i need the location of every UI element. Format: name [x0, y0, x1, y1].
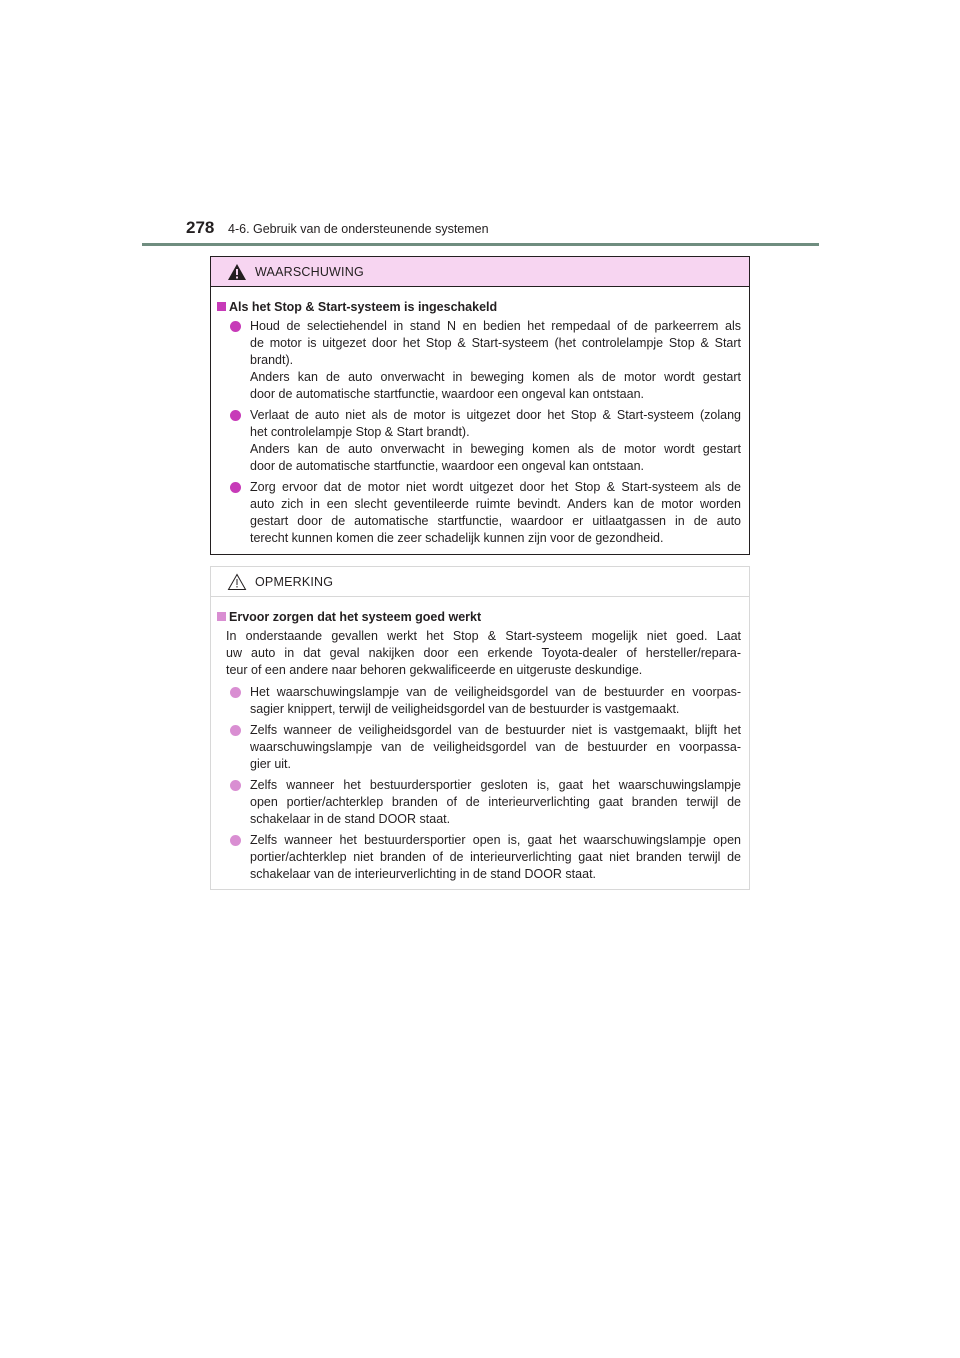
bullet-line: schakelaar in de stand DOOR staat. — [250, 812, 451, 826]
bullet-line: Het waarschuwingslampje van de veiligheidsgordel van de bestuurder en voorpas- — [250, 685, 741, 699]
bullet-line: terecht kunnen komen die zeer schadelijk kunnen zijn voor de gezondheid. — [250, 531, 664, 545]
bullet-line: het controlelampje Stop & Start brandt). — [250, 425, 470, 439]
bullet-line: Zelfs wanneer het bestuurdersportier open is, gaat het waarschuwingslampje open — [250, 833, 741, 847]
note-box-body — [211, 597, 749, 883]
section-title: 4-6. Gebruik van de ondersteunende systemen — [228, 222, 489, 236]
warning-label: WAARSCHUWING — [255, 265, 364, 279]
bullet-line: open portier/achterklep branden of de interieurverlichting gaat branden terwijl de — [250, 795, 741, 809]
bullet-item — [250, 684, 741, 718]
note-box-header — [211, 567, 749, 597]
bullet-item — [250, 722, 741, 773]
note-box — [210, 566, 750, 890]
header-divider — [142, 243, 819, 246]
note-label: OPMERKING — [255, 575, 334, 589]
warning-box-body — [211, 287, 749, 547]
caution-outline-triangle-icon — [227, 573, 247, 591]
note-intro-line: teur of een andere naar behoren gekwalificeerde en uitgeruste deskundige. — [226, 663, 643, 677]
bullet-line: gier uit. — [250, 757, 291, 771]
bullet-line: Houd de selectiehendel in stand N en bedien het rempedaal of de parkeerrem als — [250, 319, 741, 333]
round-bullet-icon — [230, 321, 241, 332]
bullet-item — [250, 479, 741, 547]
warning-bullet-list — [217, 318, 741, 547]
note-bullet-list — [217, 684, 741, 883]
bullet-line: Zorg ervoor dat de motor niet wordt uitgezet door het Stop & Start-systeem als de — [250, 480, 741, 494]
bullet-item — [250, 407, 741, 475]
bullet-line: gestart door de automatische startfunctie, waardoor er uitlaatgassen in de auto — [250, 514, 741, 528]
bullet-line: door de automatische startfunctie, waardoor een ongeval kan ontstaan. — [250, 459, 645, 473]
square-bullet-icon — [217, 302, 226, 311]
square-bullet-icon — [217, 612, 226, 621]
warning-triangle-icon — [227, 263, 247, 281]
round-bullet-icon — [230, 410, 241, 421]
bullet-line: Zelfs wanneer het bestuurdersportier gesloten is, gaat het waarschuwingslampje — [250, 778, 741, 792]
bullet-item — [250, 318, 741, 403]
bullet-line: sagier knippert, terwijl de veiligheidsgordel van de bestuurder is vastgemaakt. — [250, 702, 680, 716]
note-intro-line: uw auto in dat geval nakijken door een erkende Toyota-dealer of hersteller/repara- — [226, 646, 741, 660]
bullet-line: auto zich in een slecht geventileerde ruimte bevindt. Anders kan de motor worden — [250, 497, 741, 511]
warning-subheading-text: Als het Stop & Start-systeem is ingeschakeld — [229, 300, 498, 314]
warning-subheading — [217, 299, 741, 316]
round-bullet-icon — [230, 482, 241, 493]
round-bullet-icon — [230, 725, 241, 736]
page-header — [186, 218, 786, 240]
bullet-line: waarschuwingslampje van de veiligheidsgordel van de bestuurder en voorpassa- — [250, 740, 741, 754]
bullet-line: de motor is uitgezet door het Stop & Start-systeem (het controlelampje Stop & Start — [250, 336, 741, 350]
round-bullet-icon — [230, 835, 241, 846]
note-intro — [226, 628, 741, 679]
round-bullet-icon — [230, 780, 241, 791]
bullet-item — [250, 777, 741, 828]
bullet-line: Verlaat de auto niet als de motor is uitgezet door het Stop & Start-systeem (zolang — [250, 408, 741, 422]
note-subheading — [217, 609, 741, 626]
bullet-line: portier/achterklep niet branden of de interieurverlichting gaat niet branden terwijl de — [250, 850, 741, 864]
bullet-line: door de automatische startfunctie, waardoor een ongeval kan ontstaan. — [250, 387, 645, 401]
note-subheading-text: Ervoor zorgen dat het systeem goed werkt — [229, 610, 482, 624]
warning-box-header — [211, 257, 749, 287]
bullet-line: Anders kan de auto onverwacht in beweging komen als de motor wordt gestart — [250, 442, 741, 456]
bullet-line: schakelaar van de interieurverlichting in de stand DOOR staat. — [250, 867, 597, 881]
bullet-line: brandt). — [250, 353, 294, 367]
bullet-line: Anders kan de auto onverwacht in beweging komen als de motor wordt gestart — [250, 370, 741, 384]
warning-box — [210, 256, 750, 555]
round-bullet-icon — [230, 687, 241, 698]
page-number: 278 — [186, 218, 215, 237]
bullet-line: Zelfs wanneer de veiligheidsgordel van de bestuurder niet is vastgemaakt, blijft het — [250, 723, 741, 737]
bullet-item — [250, 832, 741, 883]
note-intro-line: In onderstaande gevallen werkt het Stop & Start-systeem mogelijk niet goed. Laat — [226, 629, 741, 643]
